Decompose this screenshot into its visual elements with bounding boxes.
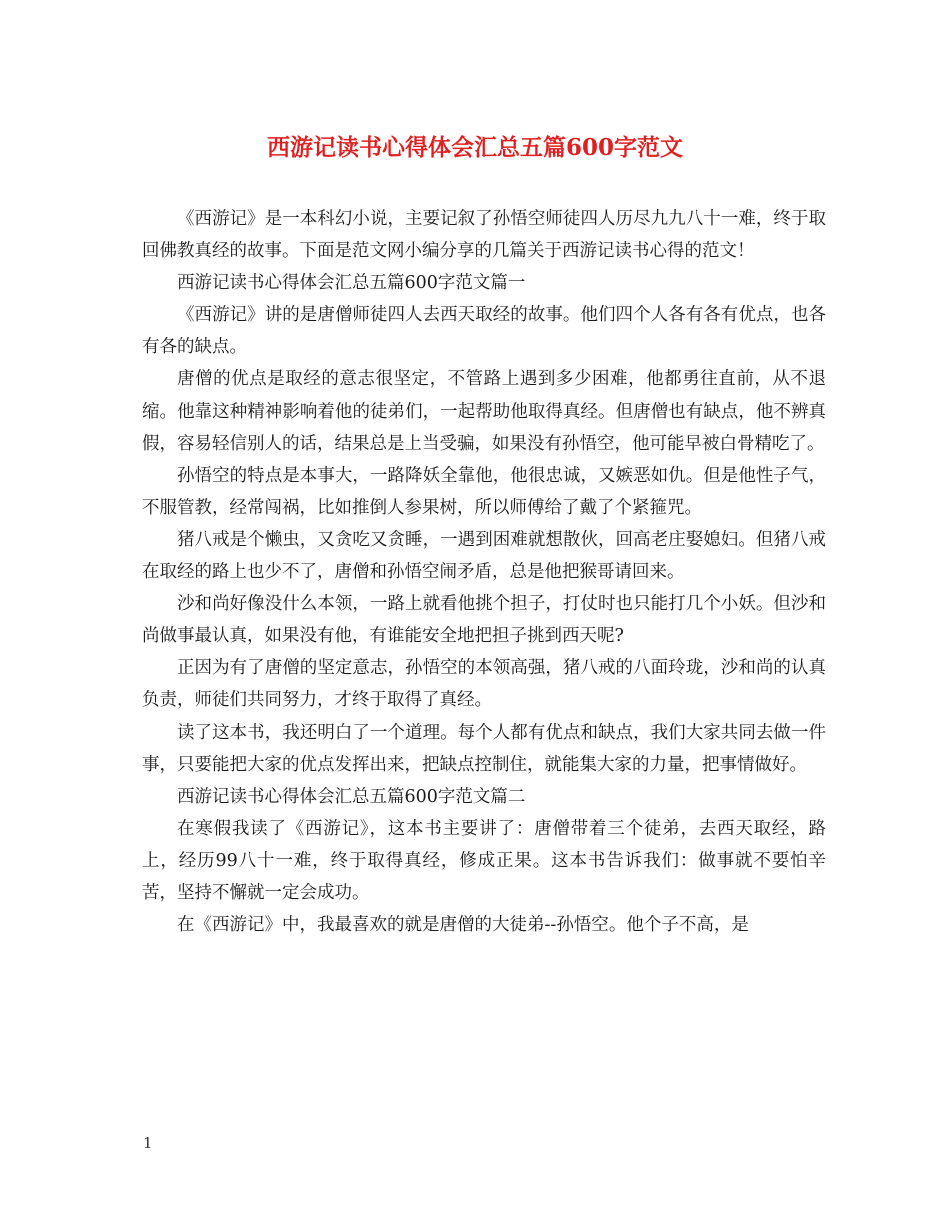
body-paragraph: 猪八戒是个懒虫，又贪吃又贪睡，一遇到困难就想散伙，回高老庄娶媳妇。但猪八戒在取经的路上也少不了，唐僧和孙悟空闹矛盾，总是他把猴哥请回来。	[142, 529, 826, 583]
page-number: 1	[143, 1134, 153, 1152]
document-title: 西游记读书心得体会汇总五篇600字范文	[266, 134, 683, 161]
body-paragraph: 《西游记》讲的是唐僧师徒四人去西天取经的故事。他们四个人各有各有优点，也各有各的缺点。	[142, 305, 826, 358]
body-paragraph: 唐僧的优点是取经的意志很坚定，不管路上遇到多少困难，他都勇往直前，从不退缩。他靠这种精神影响着他的徒弟们，一起帮助他取得真经。但唐僧也有缺点，他不辨真假，容易轻信别人的话，结果总是上当受骗，如果没有孙悟空，他可能早被白骨精吃了。	[142, 369, 826, 454]
intro-paragraph: 《西游记》是一本科幻小说，主要记叙了孙悟空师徒四人历尽九九八十一难，终于取回佛教真经的故事。下面是范文网小编分享的几篇关于西游记读书心得的范文！	[142, 209, 826, 262]
body-paragraph: 在寒假我读了《西游记》，这本书主要讲了：唐僧带着三个徒弟，去西天取经，路上，经历99八十一难，终于取得真经，修成正果。这本书告诉我们：做事就不要怕辛苦，坚持不懈就一定会成功。	[142, 818, 826, 903]
body-paragraph: 在《西游记》中，我最喜欢的就是唐僧的大徒弟--孙悟空。他个子不高，是	[177, 915, 749, 936]
body-paragraph: 沙和尚好像没什么本领，一路上就看他挑个担子，打仗时也只能打几个小妖。但沙和尚做事最认真，如果没有他，有谁能安全地把担子挑到西天呢?	[142, 594, 826, 647]
document-body	[142, 203, 826, 941]
section-heading: 西游记读书心得体会汇总五篇600字范文篇一	[177, 273, 526, 294]
body-paragraph: 孙悟空的特点是本事大，一路降妖全靠他，他很忠诚，又嫉恶如仇。但是他性子气，不服管教，经常闯祸，比如推倒人参果树，所以师傅给了戴了个紧箍咒。	[142, 465, 826, 518]
body-paragraph: 正因为有了唐僧的坚定意志，孙悟空的本领高强，猪八戒的八面玲珑，沙和尚的认真负责，师徒们共同努力，才终于取得了真经。	[142, 658, 826, 711]
section-heading: 西游记读书心得体会汇总五篇600字范文篇二	[177, 786, 526, 807]
body-paragraph: 读了这本书，我还明白了一个道理。每个人都有优点和缺点，我们大家共同去做一件事，只要能把大家的优点发挥出来，把缺点控制住，就能集大家的力量，把事情做好。	[142, 722, 826, 775]
